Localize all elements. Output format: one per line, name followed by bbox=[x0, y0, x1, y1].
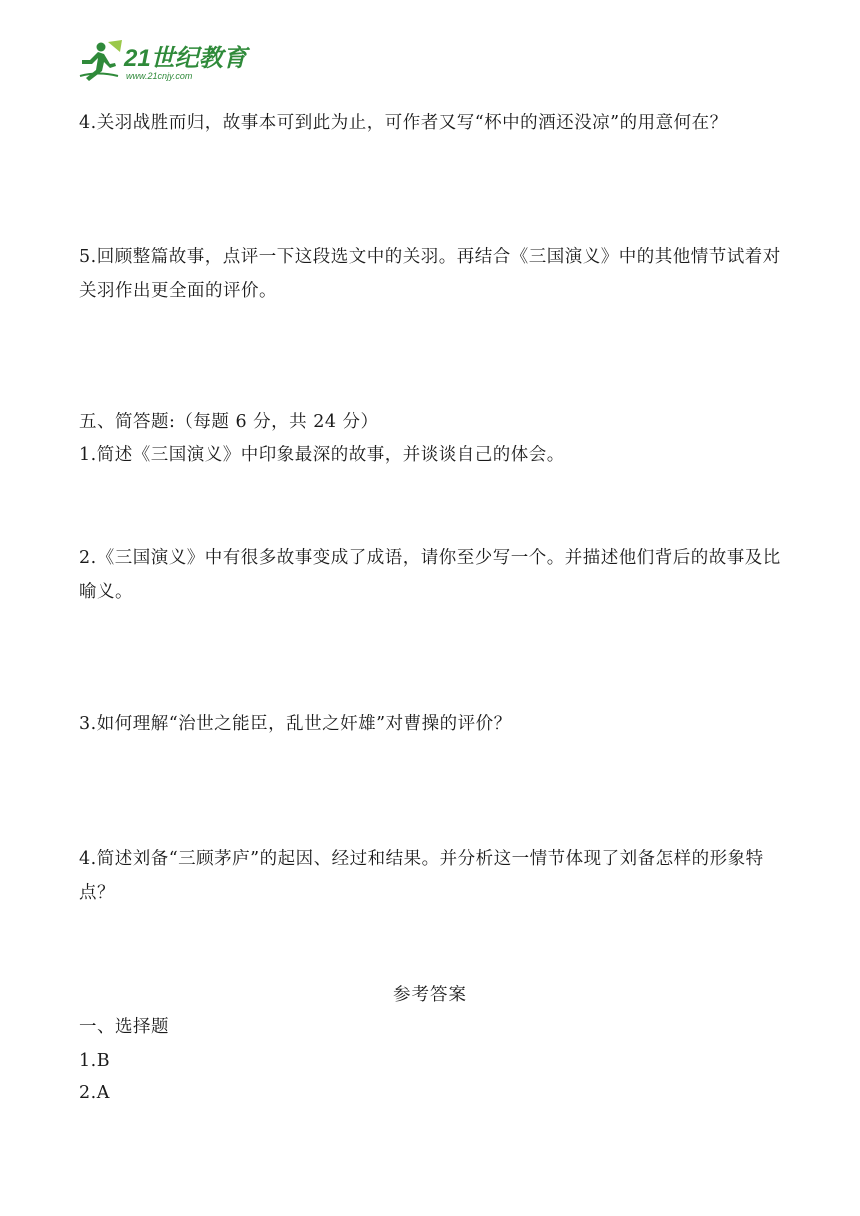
logo-text: 21世纪教育 bbox=[124, 45, 247, 72]
short-answer-4: 4.简述刘备“三顾茅庐”的起因、经过和结果。并分析这一情节体现了刘备怎样的形象特点？ bbox=[79, 849, 764, 903]
short-answer-2: 2.《三国演义》中有很多故事变成了成语，请你至少写一个。并描述他们背后的故事及比喻义。 bbox=[79, 548, 781, 602]
short-answer-3: 3.如何理解“治世之能臣，乱世之奸雄”对曹操的评价？ bbox=[79, 714, 512, 734]
answer-item: 2.A bbox=[79, 1083, 110, 1103]
short-answer-1: 1.简述《三国演义》中印象最深的故事，并谈谈自己的体会。 bbox=[79, 445, 565, 465]
logo-url: www.21cnjy.com bbox=[126, 71, 193, 81]
brand-logo bbox=[78, 38, 258, 82]
question-4: 4.关羽战胜而归，故事本可到此为止，可作者又写“杯中的酒还没凉”的用意何在？ bbox=[79, 113, 728, 133]
running-man-icon bbox=[78, 38, 258, 82]
answers-section-1: 一、选择题 bbox=[79, 1017, 169, 1037]
question-5: 5.回顾整篇故事，点评一下这段选文中的关羽。再结合《三国演义》中的其他情节试着对关羽作出更全面的评价。 bbox=[79, 247, 781, 301]
answer-item: 1.B bbox=[79, 1051, 111, 1071]
answers-title: 参考答案 bbox=[393, 985, 467, 1005]
section-5-heading: 五、简答题:（每题 6 分，共 24 分） bbox=[79, 412, 379, 432]
